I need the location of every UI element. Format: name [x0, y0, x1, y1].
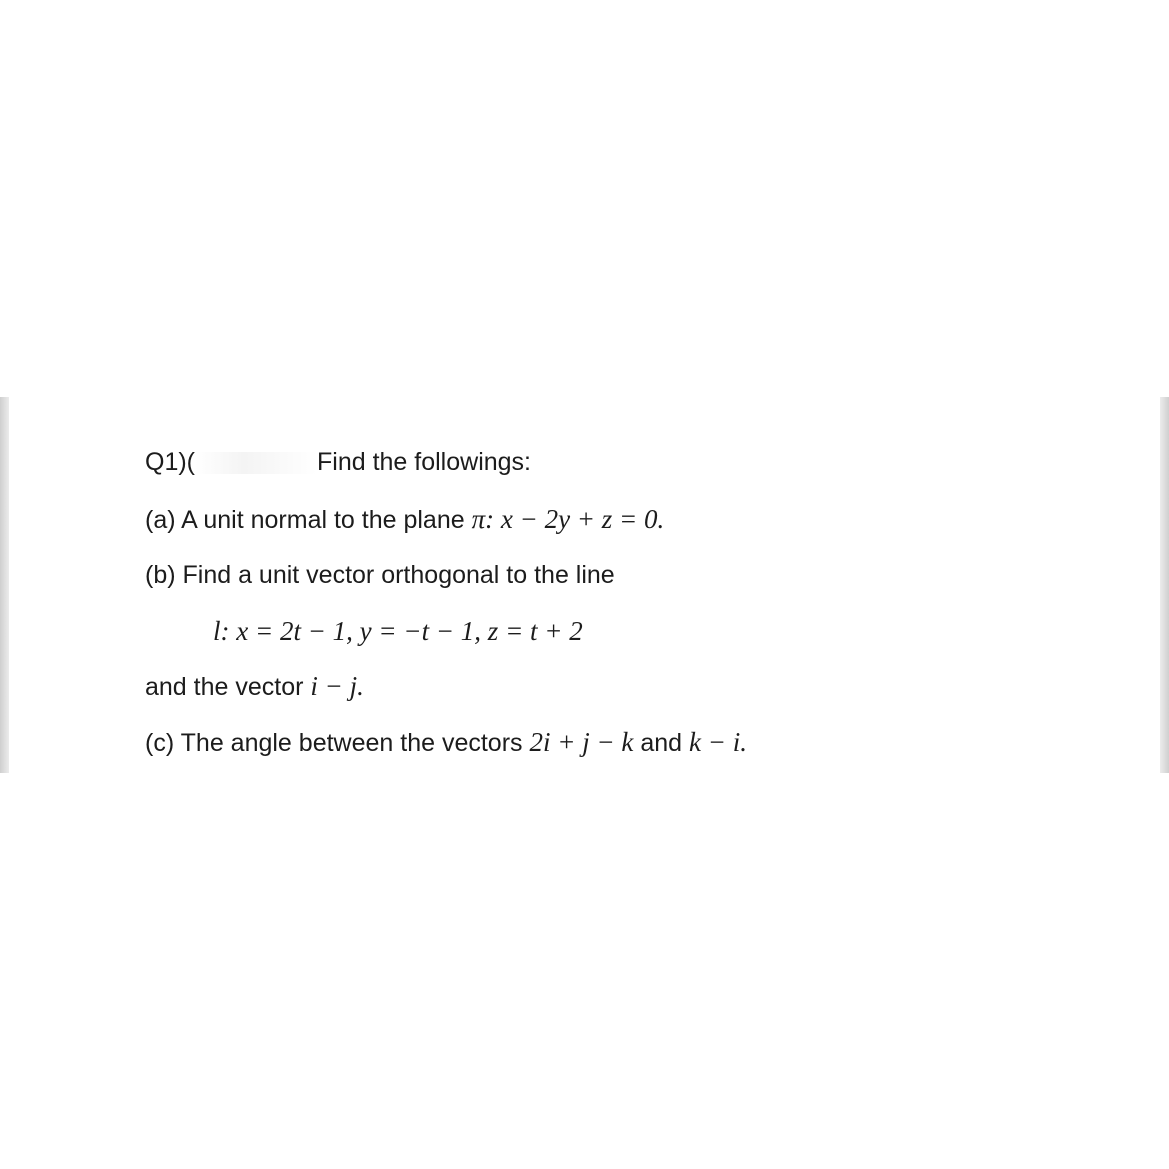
redacted-region	[195, 452, 317, 474]
question-header	[145, 447, 531, 477]
right-page-edge	[1160, 397, 1169, 773]
question-intro: Find the followings:	[317, 448, 532, 476]
part-b	[145, 560, 615, 590]
part-c-text: (c) The angle between the vectors	[145, 729, 530, 757]
left-page-edge	[0, 397, 9, 773]
part-a-plane-equation: π: x − 2y + z = 0.	[471, 504, 665, 534]
part-b-line-equation	[213, 616, 583, 647]
question-label: Q1)(	[145, 448, 195, 476]
part-b-continuation	[145, 671, 364, 702]
part-c-and: and	[633, 729, 690, 757]
part-c	[145, 727, 747, 758]
part-b-text: (b) Find a unit vector orthogonal to the line	[145, 561, 615, 589]
vector-2: k − i.	[689, 727, 747, 757]
line-equation: l: x = 2t − 1, y = −t − 1, z = t + 2	[213, 616, 583, 646]
part-b-cont-text: and the vector	[145, 673, 311, 701]
vector-i-minus-j: i − j.	[310, 671, 364, 701]
vector-1: 2i + j − k	[529, 727, 634, 757]
part-a	[145, 504, 664, 535]
part-a-text: (a) A unit normal to the plane	[145, 506, 472, 534]
